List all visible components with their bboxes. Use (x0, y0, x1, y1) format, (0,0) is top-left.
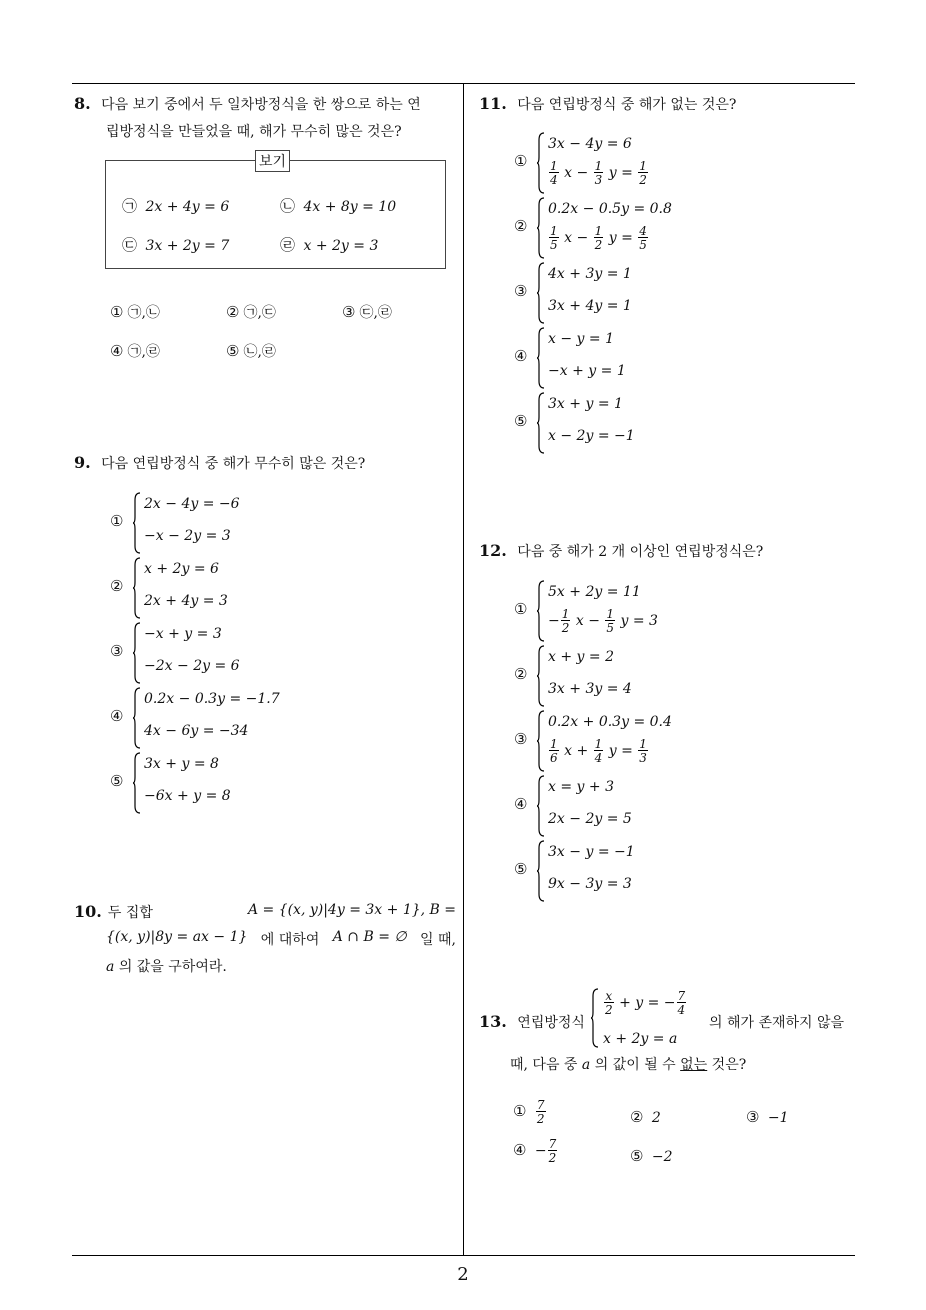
q8-option-2[interactable] (226, 302, 276, 322)
equation-2: 3x + 4y = 1 (548, 298, 632, 314)
bogi-eq: 3x + 2y = 7 (145, 238, 230, 254)
equation-2: 9x − 3y = 3 (548, 876, 632, 892)
option-mark: ② (630, 1108, 644, 1126)
equation-1: x = y + 3 (548, 779, 615, 795)
bogi-item-1 (122, 195, 229, 216)
q13-text-2c: 것은? (711, 1057, 747, 1073)
q13-brace (590, 988, 600, 1048)
option-mark: ② (226, 303, 240, 321)
option-mark: ① (110, 512, 124, 530)
q10-text-2d: 일 때, (420, 932, 456, 948)
q12-text-c: 개 이상인 연립방정식은? (611, 544, 764, 560)
equation-2: −6x + y = 8 (144, 788, 231, 804)
equation-2: −x − 2y = 3 (144, 528, 231, 544)
bogi-eq: 4x + 8y = 10 (303, 199, 397, 215)
option-mark: ③ (342, 303, 356, 321)
brace-icon (132, 492, 140, 554)
q8-line1 (74, 94, 421, 114)
q10-line3 (106, 956, 227, 976)
q10-text-2b: 에 대하여 (260, 932, 320, 948)
q9-text: 다음 연립방정식 중 해가 무수히 많은 것은? (101, 456, 366, 472)
option-mark: ③ (746, 1108, 760, 1126)
bogi-item-4 (280, 234, 378, 255)
equation-2: x − 2y = −1 (548, 428, 635, 444)
option-mark: ① (513, 1102, 527, 1120)
q10-var-a: a (106, 959, 115, 975)
brace-icon (536, 710, 544, 772)
q12-number: 12. (479, 541, 507, 560)
q13-line2 (510, 1054, 746, 1074)
equation-1: x + y = 2 (548, 649, 615, 665)
equation-1: x − y = 1 (548, 331, 615, 347)
equation-2: 4x − 6y = −34 (144, 723, 249, 739)
equation-2: $\frac{1}{6}$ x + $\frac{1}{4}$ y = $\frac{1}{3}$ (550, 737, 647, 765)
option-mark: ④ (513, 1141, 527, 1159)
q9-number: 9. (74, 453, 91, 472)
bogi-eq: x + 2y = 3 (303, 238, 379, 254)
q10-text-3b: 의 값을 구하여라. (118, 959, 227, 975)
q13-option-5[interactable] (630, 1147, 673, 1165)
option-mark: ⑤ (514, 412, 528, 430)
equation-2: −2x − 2y = 6 (144, 658, 240, 674)
brace-icon (536, 262, 544, 324)
option-text: ㉡,㉣ (243, 344, 276, 360)
option-mark: ① (110, 303, 124, 321)
brace-icon (536, 392, 544, 454)
brace-icon (536, 132, 544, 194)
bogi-mark: ㉠ (122, 197, 138, 215)
q9-line (74, 453, 365, 473)
q8-option-5[interactable] (226, 341, 276, 361)
option-text: −2 (651, 1149, 673, 1165)
option-mark: ① (514, 600, 528, 618)
q10-line2 (106, 929, 456, 949)
equation-1: 0.2x − 0.5y = 0.8 (548, 201, 672, 217)
q10-set-b: {(x, y)|8y = ax − 1} (106, 929, 248, 945)
q13-eq1: $\frac{x}{2}$ + y = − $\frac{7}{4}$ (605, 989, 686, 1017)
bogi-mark: ㉢ (122, 236, 138, 254)
q8-text-2: 립방정식을 만들었을 때, 해가 무수히 많은 것은? (106, 124, 402, 140)
bogi-title: 보기 (255, 150, 290, 172)
q8-option-3[interactable] (342, 302, 392, 322)
q13-option-1[interactable] (513, 1099, 547, 1125)
option-mark: ③ (514, 730, 528, 748)
equation-1: 5x + 2y = 11 (548, 584, 641, 600)
q13-lead-text: 연립방정식 (517, 1015, 585, 1031)
equation-2: 2x + 4y = 3 (144, 593, 228, 609)
option-text: ㉢,㉣ (359, 305, 392, 321)
page-number: 2 (457, 1264, 469, 1285)
option-mark: ④ (110, 707, 124, 725)
option-mark: ② (110, 577, 124, 595)
q13-tail: 의 해가 존재하지 않을 (709, 1015, 845, 1031)
equation-1: 3x − y = −1 (548, 844, 635, 860)
option-text: ㉠,㉡ (127, 305, 160, 321)
brace-icon (536, 327, 544, 389)
option-mark: ① (514, 152, 528, 170)
equation-2: $\frac{1}{5}$ x − $\frac{1}{2}$ y = $\frac{4}{5}$ (550, 224, 647, 252)
equation-2: 2x − 2y = 5 (548, 811, 632, 827)
q13-option-3[interactable] (746, 1108, 789, 1126)
option-mark: ③ (514, 282, 528, 300)
option-mark: ③ (110, 642, 124, 660)
q10-number: 10. (74, 902, 102, 921)
q8-text-1: 다음 보기 중에서 두 일차방정식을 한 쌍으로 하는 연 (101, 97, 421, 113)
option-mark: ② (514, 665, 528, 683)
option-mark: ④ (110, 342, 124, 360)
q13-option-4[interactable]: ④ − $\frac{7}{2}$ (513, 1137, 557, 1165)
q10-line1 (74, 902, 456, 922)
option-text: 2 (651, 1110, 661, 1126)
option-text: ㉠,㉢ (243, 305, 276, 321)
option-mark: ⑤ (630, 1147, 644, 1165)
q13-eq2: x + 2y = a (603, 1031, 678, 1047)
brace-icon (132, 687, 140, 749)
bogi-mark: ㉣ (280, 236, 296, 254)
q13-number: 13. (479, 1012, 507, 1031)
q11-line (479, 94, 736, 114)
bogi-item-2 (280, 195, 396, 216)
q13-text-2b: 의 값이 될 수 (594, 1057, 676, 1073)
brace-icon (536, 645, 544, 707)
q8-number: 8. (74, 94, 91, 113)
q12-text-b: 2 (598, 544, 608, 560)
bogi-item-3 (122, 234, 229, 255)
q13-lead (479, 1012, 585, 1032)
equation-1: 3x + y = 8 (144, 756, 219, 772)
q13-var-a: a (581, 1057, 591, 1073)
equation-2: − $\frac{1}{2}$ x − $\frac{1}{5}$ y = 3 (548, 607, 658, 635)
equation-1: −x + y = 3 (144, 626, 222, 642)
q10-intersection: A ∩ B = ∅ (332, 929, 407, 945)
equation-2: 3x + 3y = 4 (548, 681, 632, 697)
equation-1: 4x + 3y = 1 (548, 266, 632, 282)
option-mark: ⑤ (226, 342, 240, 360)
q13-underlined: 없는 (680, 1057, 708, 1073)
bogi-eq: 2x + 4y = 6 (145, 199, 230, 215)
q11-number: 11. (479, 94, 507, 113)
option-text: ㉠,㉣ (127, 344, 160, 360)
option-mark: ② (514, 217, 528, 235)
brace-icon (536, 197, 544, 259)
equation-2: $\frac{1}{4}$ x − $\frac{1}{3}$ y = $\frac{1}{2}$ (550, 159, 647, 187)
q12-text-a: 다음 중 해가 (517, 544, 594, 560)
brace-icon (536, 840, 544, 902)
option-text: −1 (767, 1110, 789, 1126)
equation-1: 3x − 4y = 6 (548, 136, 632, 152)
brace-icon (132, 752, 140, 814)
option-fraction: $\frac{7}{2}$ (548, 1137, 557, 1165)
brace-icon (536, 580, 544, 642)
brace-icon (536, 775, 544, 837)
option-mark: ④ (514, 795, 528, 813)
equation-1: 0.2x − 0.3y = −1.7 (144, 691, 280, 707)
equation-1: 3x + y = 1 (548, 396, 623, 412)
bogi-mark: ㉡ (280, 197, 296, 215)
equation-1: x + 2y = 6 (144, 561, 219, 577)
option-fraction: $\frac{7}{2}$ (536, 1098, 545, 1126)
equation-2: −x + y = 1 (548, 363, 626, 379)
q10-text-1a: 두 집합 (107, 905, 153, 921)
q11-text: 다음 연립방정식 중 해가 없는 것은? (517, 97, 737, 113)
equation-1: 0.2x + 0.3y = 0.4 (548, 714, 672, 730)
option-mark: ④ (514, 347, 528, 365)
q13-option-2[interactable] (630, 1108, 661, 1126)
q10-set-a: A = {(x, y)|4y = 3x + 1}, B = (247, 902, 456, 918)
q13-text-2a: 때, 다음 중 (510, 1057, 578, 1073)
option-mark: ⑤ (110, 772, 124, 790)
q8-option-4[interactable] (110, 341, 160, 361)
option-mark: ⑤ (514, 860, 528, 878)
column-divider (463, 83, 464, 1256)
q8-option-1[interactable] (110, 302, 160, 322)
q12-line (479, 541, 763, 561)
equation-1: 2x − 4y = −6 (144, 496, 240, 512)
brace-icon (132, 557, 140, 619)
brace-icon (132, 622, 140, 684)
